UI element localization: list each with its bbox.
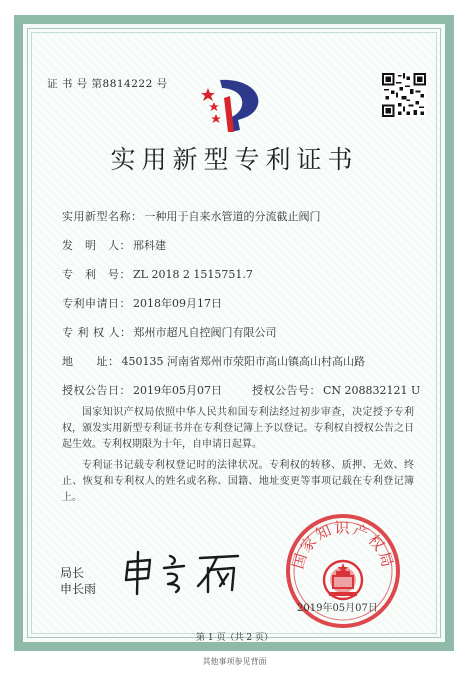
address-value: 450135 河南省郑州市荥阳市高山镇高山村高山路 [121, 355, 365, 368]
row-patent-number [62, 266, 253, 282]
grant-number-value: CN 208832121 U [323, 384, 421, 397]
legal-status-paragraph: 专利证书记载专利权登记时的法律状况。专利权的转移、质押、无效、终止、恢复和专利权人的姓名或名称、国籍、地址变更等事项记载在专利登记簿上。 [62, 460, 414, 503]
footer-note: 其他事项参见背面 [202, 657, 267, 666]
row-address [62, 353, 365, 369]
row-patentee [62, 324, 277, 340]
address-label: 地 址： [62, 355, 120, 368]
certificate-number: 证 书 号 第8814222 号 [47, 78, 168, 90]
patentee-value: 郑州市超凡自控阀门有限公司 [133, 326, 277, 339]
patentee-label: 专 利 权 人： [62, 326, 132, 339]
grant-statement-paragraph: 国家知识产权局依照中华人民共和国专利法经过初步审查，决定授予专利权，颁发实用新型专利证书并在专利登记簿上予以登记。专利权自授权公告之日起生效。专利权期限为十年，自申请日起算。 [62, 407, 414, 450]
svg-text:国家知识产权局: 国家知识产权局 [288, 519, 398, 571]
row-filing-date [62, 295, 222, 311]
filing-date-label: 专利申请日： [62, 297, 131, 310]
inventor-label: 发 明 人： [62, 239, 131, 252]
certificate-title: 实用新型专利证书 [110, 145, 359, 174]
row-grant-number [252, 382, 420, 398]
name-label: 实用新型名称： [62, 210, 143, 223]
grant-date-value: 2019年05月07日 [133, 384, 222, 397]
row-grant-date [62, 382, 222, 398]
patent-number-value: ZL 2018 2 1515751.7 [133, 268, 253, 281]
director-title: 局长 [60, 566, 85, 580]
patent-number-label: 专 利 号： [62, 268, 131, 281]
page-number: 第 1 页（共 2 页） [196, 633, 273, 643]
row-utility-model-name [62, 208, 321, 224]
director-name: 申长雨 [60, 582, 97, 596]
patent-office-logo-icon [200, 74, 272, 136]
inventor-value: 邢科建 [133, 239, 166, 252]
grant-number-label: 授权公告号： [252, 384, 321, 397]
filing-date-value: 2018年09月17日 [133, 297, 222, 310]
qr-code-icon [382, 73, 426, 117]
seal-date: 2019年05月07日 [297, 603, 378, 614]
name-value: 一种用于自来水管道的分流截止阀门 [144, 210, 321, 223]
grant-date-label: 授权公告日： [62, 384, 131, 397]
row-inventor [62, 237, 166, 253]
handwritten-signature-icon [120, 548, 255, 598]
